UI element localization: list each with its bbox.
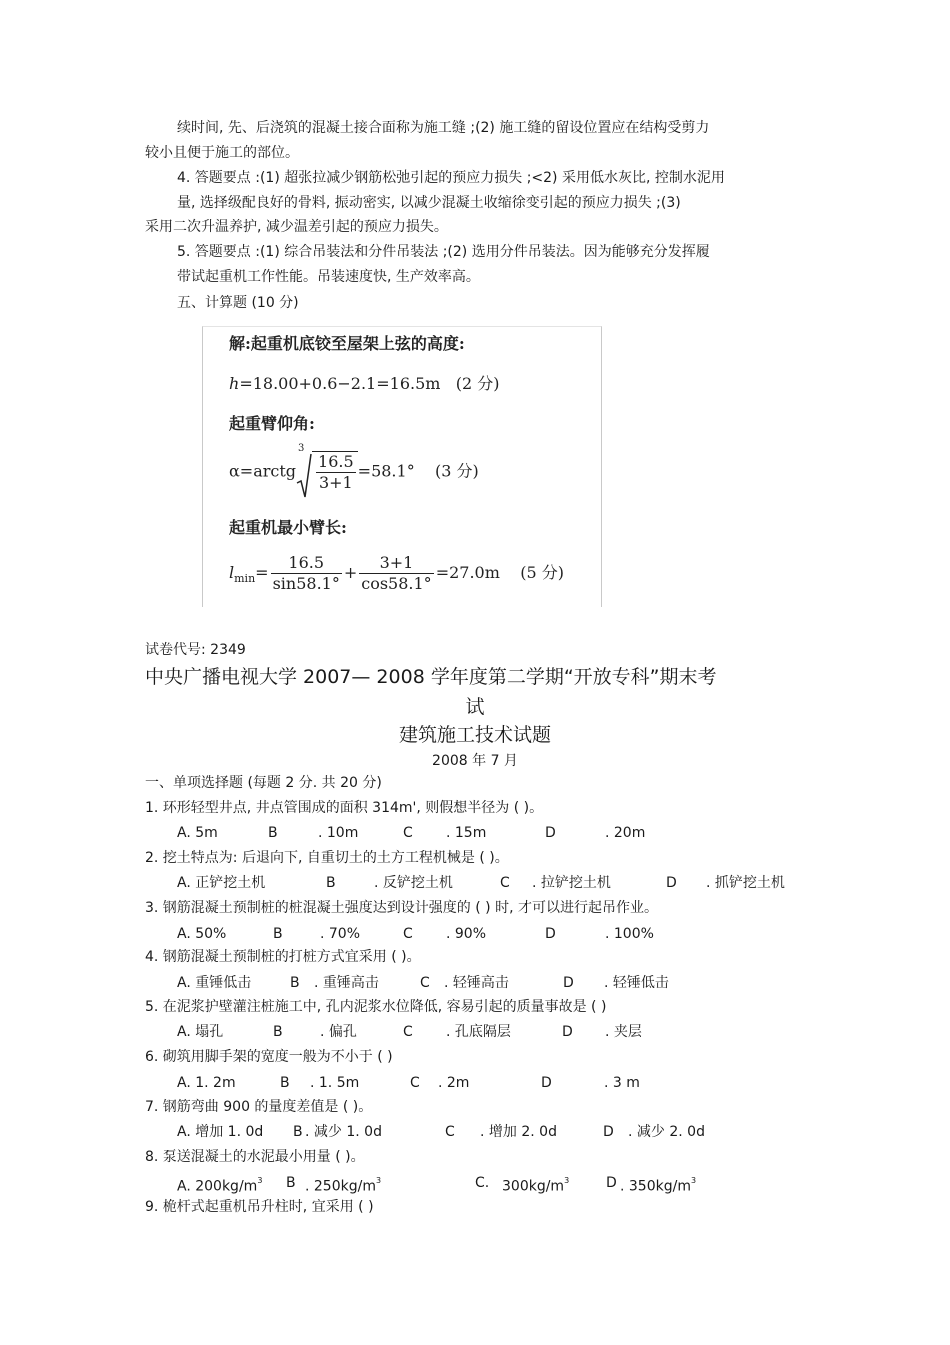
l-fraction-1-num: 16.5 — [271, 553, 342, 574]
exam-subject: 建筑施工技术试题 — [398, 724, 551, 746]
alpha-fraction-den: 3+1 — [318, 473, 353, 492]
question-2: 2. 挖土特点为: 后退向下, 自重切土的土方工程机械是 ( )。 — [145, 850, 509, 866]
q4-option-b-letter: B — [290, 975, 300, 991]
solution-line-5: 起重机最小臂长: — [229, 518, 347, 537]
solution-line-2 — [229, 371, 499, 394]
solution-points-2: (2 分) — [455, 374, 500, 393]
q8-option-b — [305, 1173, 381, 1197]
q2-option-b-letter: B — [326, 875, 336, 891]
q3-option-c-letter: C — [403, 926, 413, 942]
q1-option-c-letter: C — [403, 825, 413, 841]
solution-h-var: h — [229, 374, 240, 393]
solution-line-3: 起重臂仰角: — [229, 414, 315, 433]
solution-eq-sign: = — [255, 563, 269, 582]
q7-option-b-letter: B — [293, 1124, 303, 1140]
q1-option-b-letter: B — [268, 825, 278, 841]
solution-h-expr: =18.00+0.6−2.1=16.5m — [239, 374, 441, 393]
question-7: 7. 钢筋弯曲 900 的量度差值是 ( )。 — [145, 1099, 373, 1115]
radical-sign-icon — [296, 453, 312, 499]
q6-option-a: A. 1. 2m — [177, 1075, 236, 1091]
q3-option-d: . 100% — [605, 926, 654, 942]
q8-option-a — [177, 1173, 262, 1197]
question-8: 8. 泵送混凝土的水泥最小用量 ( )。 — [145, 1149, 365, 1165]
q6-option-c-letter: C — [410, 1075, 420, 1091]
q6-option-d: . 3 m — [604, 1075, 640, 1091]
q8-option-b-letter: B — [286, 1175, 296, 1191]
q8-option-d-sup: 3 — [690, 1176, 697, 1185]
l-fraction-1-den: sin58.1° — [272, 574, 340, 593]
q2-option-d-letter: D — [666, 875, 677, 891]
q7-option-a: A. 增加 1. 0d — [177, 1124, 264, 1140]
q7-option-c-letter: C — [445, 1124, 455, 1140]
solution-plus-sign: + — [343, 563, 358, 582]
q2-option-a: A. 正铲挖土机 — [177, 875, 266, 891]
solution-line-6 — [229, 553, 564, 594]
q3-option-b: . 70% — [320, 926, 361, 942]
q3-option-a: A. 50% — [177, 926, 227, 942]
q8-option-c — [502, 1173, 569, 1197]
question-3: 3. 钢筋混凝土预制桩的桩混凝土强度达到设计强度的 ( ) 时, 才可以进行起吊作业。 — [145, 900, 658, 916]
q8-option-d-letter: D — [606, 1175, 617, 1191]
solution-l-rhs: =27.0m — [435, 563, 500, 582]
section-1-heading: 一、单项选择题 (每题 2 分. 共 20 分) — [145, 775, 382, 791]
q8-option-b-sup: 3 — [375, 1176, 382, 1185]
q4-option-b: . 重锤高击 — [314, 975, 379, 991]
solution-line-4 — [229, 443, 479, 493]
q5-option-b: . 偏孔 — [320, 1024, 357, 1040]
q4-option-c-letter: C — [420, 975, 430, 991]
q4-option-d-letter: D — [563, 975, 574, 991]
calculation-solution-figure — [202, 326, 602, 607]
exam-code: 试卷代号: 2349 — [145, 642, 246, 658]
q6-option-d-letter: D — [541, 1075, 552, 1091]
q8-option-c-letter: C. — [475, 1175, 490, 1191]
q8-option-a-text: A. 200kg/m — [177, 1178, 258, 1195]
q5-option-c-letter: C — [403, 1024, 413, 1040]
q6-option-b-letter: B — [280, 1075, 290, 1091]
q1-option-c: . 15m — [446, 825, 487, 841]
q5-option-c: . 孔底隔层 — [446, 1024, 511, 1040]
q5-option-b-letter: B — [273, 1024, 283, 1040]
answer-5-line-1: 5. 答题要点 :(1) 综合吊装法和分件吊装法 ;(2) 选用分件吊装法。因为能够充分发挥履 — [177, 244, 710, 260]
q1-option-d: . 20m — [605, 825, 646, 841]
q3-option-d-letter: D — [545, 926, 556, 942]
root-index: 3 — [298, 443, 305, 454]
solution-l-var: l — [229, 563, 235, 582]
question-4: 4. 钢筋混凝土预制桩的打桩方式宜采用 ( )。 — [145, 949, 421, 965]
q8-option-c-sup: 3 — [564, 1176, 570, 1185]
section-5-heading: 五、计算题 (10 分) — [177, 295, 299, 311]
l-fraction-2-den: cos58.1° — [361, 574, 432, 593]
q7-option-c: . 增加 2. 0d — [480, 1124, 557, 1140]
q5-option-d-letter: D — [562, 1024, 573, 1040]
q1-option-b: . 10m — [318, 825, 359, 841]
q1-option-d-letter: D — [545, 825, 556, 841]
question-9: 9. 桅杆式起重机吊升柱时, 宜采用 ( ) — [145, 1199, 374, 1215]
solution-l-subscript: min — [234, 572, 256, 585]
q4-option-a: A. 重锤低击 — [177, 975, 252, 991]
solution-alpha-lhs: α=arctg — [229, 461, 297, 481]
q8-option-d-text: . 350kg/m — [620, 1178, 691, 1195]
q8-option-b-text: . 250kg/m — [305, 1178, 376, 1195]
q4-option-d: . 轻锤低击 — [604, 975, 669, 991]
exam-title-line-2: 试 — [465, 696, 485, 718]
q7-option-d-letter: D — [603, 1124, 614, 1140]
answer-5-line-2: 带试起重机工作性能。吊装速度快, 生产效率高。 — [177, 269, 480, 285]
q7-option-b: . 减少 1. 0d — [305, 1124, 382, 1140]
q3-option-c: . 90% — [446, 926, 487, 942]
question-6: 6. 砌筑用脚手架的宽度一般为不小于 ( ) — [145, 1049, 393, 1065]
q8-option-d — [620, 1173, 696, 1197]
q8-option-a-sup: 3 — [257, 1176, 263, 1185]
q5-option-d: . 夹层 — [605, 1024, 642, 1040]
answer-3-line-2: 较小且便于施工的部位。 — [145, 145, 299, 161]
solution-alpha-rhs: =58.1° — [357, 461, 415, 481]
solution-points-5: (5 分) — [520, 563, 564, 582]
exam-date: 2008 年 7 月 — [432, 753, 518, 769]
q3-option-b-letter: B — [273, 926, 283, 942]
answer-4-line-1: 4. 答题要点 :(1) 超张拉减少钢筋松弛引起的预应力损失 ;<2) 采用低水灰比, 控制水泥用 — [177, 170, 725, 186]
q2-option-d: . 抓铲挖土机 — [706, 875, 785, 891]
question-5: 5. 在泥浆护壁灌注桩施工中, 孔内泥浆水位降低, 容易引起的质量事故是 ( ) — [145, 999, 607, 1015]
q6-option-b: . 1. 5m — [310, 1075, 360, 1091]
answer-4-line-2: 量, 选择级配良好的骨料, 振动密实, 以减少混凝土收缩徐变引起的预应力损失 ;(3) — [177, 195, 681, 211]
question-1: 1. 环形轻型井点, 井点管围成的面积 314m', 则假想半径为 ( )。 — [145, 800, 544, 816]
q1-option-a: A. 5m — [177, 825, 218, 841]
exam-title-line-1: 中央广播电视大学 2007— 2008 学年度第二学期“开放专科”期末考 — [145, 666, 717, 688]
answer-3-line-1: 续时间, 先、后浇筑的混凝土接合面称为施工缝 ;(2) 施工缝的留设位置应在结构受剪力 — [177, 120, 710, 136]
q2-option-c-letter: C — [500, 875, 510, 891]
q6-option-c: . 2m — [438, 1075, 470, 1091]
q5-option-a: A. 塌孔 — [177, 1024, 224, 1040]
answer-4-line-3: 采用二次升温养护, 减少温差引起的预应力损失。 — [145, 219, 448, 235]
q8-option-c-text: 300kg/m — [502, 1178, 565, 1195]
solution-line-1: 解:起重机底铰至屋架上弦的高度: — [229, 334, 465, 353]
q2-option-b: . 反铲挖土机 — [374, 875, 453, 891]
cube-root — [296, 443, 358, 493]
q4-option-c: . 轻锤高击 — [444, 975, 509, 991]
q2-option-c: . 拉铲挖土机 — [532, 875, 611, 891]
alpha-fraction-num: 16.5 — [318, 452, 354, 471]
solution-points-3: (3 分) — [435, 461, 479, 481]
q7-option-d: . 减少 2. 0d — [628, 1124, 705, 1140]
l-fraction-2-num: 3+1 — [359, 553, 433, 574]
